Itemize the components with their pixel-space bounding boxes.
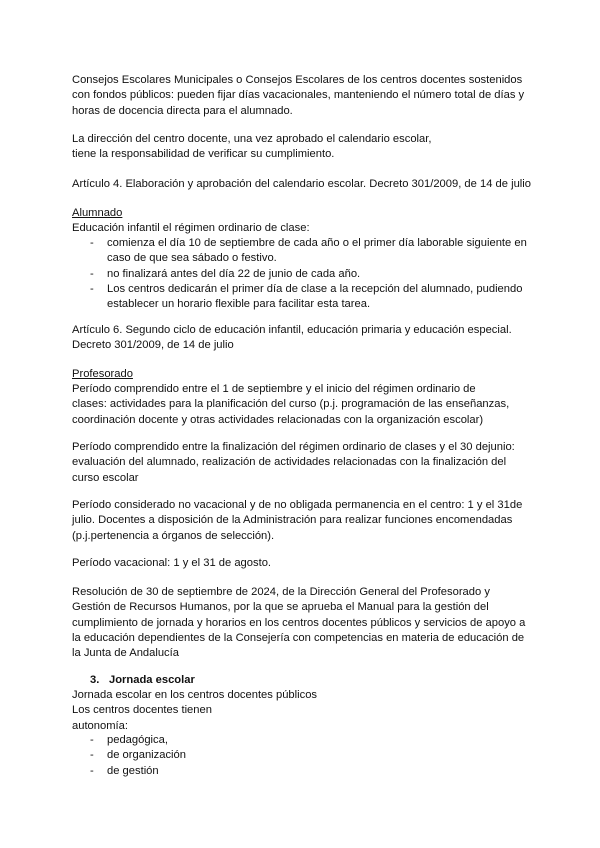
section-heading-jornada-escolar (90, 673, 195, 688)
paragraph-periodo-septiembre: Período comprendido entre el 1 de septiembre y el inicio del régimen ordinario de clases: actividades para la planificación del curso (p.j. programación de las enseñanzas, coordinación docente y otras actividades relacionadas con la organización escolar) (72, 383, 510, 426)
paragraph-periodo-vacacional: Período vacacional: 1 y el 31 de agosto. (72, 557, 272, 569)
section-number: 3. (90, 674, 100, 686)
list-item: - pedagógica, (90, 733, 540, 748)
paragraph-direccion-centro: La dirección del centro docente, una vez aprobado el calendario escolar, tiene la responsabilidad de verificar su cumplimiento. (72, 133, 432, 161)
autonomia-list (90, 733, 540, 779)
paragraph-jornada-escolar: Jornada escolar en los centros docentes públicos Los centros docentes tienen autonomía: (72, 689, 318, 732)
paragraph-resolucion: Resolución de 30 de septiembre de 2024, de la Dirección General del Profesorado y Gestión de Recursos Humanos, por la que se aprueba el Manual para la gestión del cumplimiento de jornada y horarios en los centros docentes públicos y servicios de apoyo a la educación dependientes de la Consejería con competencias en materia de educación de la Junta de Andalucía (72, 586, 526, 660)
list-item: - de organización (90, 748, 540, 763)
section-title-alumnado: Alumnado (72, 207, 123, 219)
list-item: - de gestión (90, 764, 540, 779)
section-title-profesorado: Profesorado (72, 368, 133, 380)
list-item: - comienza el día 10 de septiembre de cada año o el primer día laborable siguiente en caso de que sea sábado o festivo. (90, 236, 540, 267)
section-title: Jornada escolar (109, 674, 195, 686)
list-item: - Los centros dedicarán el primer día de clase a la recepción del alumnado, pudiendo establecer un horario flexible para facilitar esta tarea. (90, 282, 540, 313)
list-item: - no finalizará antes del día 22 de junio de cada año. (90, 267, 540, 282)
paragraph-periodo-junio: Período comprendido entre la finalización del régimen ordinario de clases y el 30 dejunio: evaluación del alumnado, realización de actividades relacionadas con la finalización del curso escolar (72, 441, 515, 484)
paragraph-consejos-escolares: Consejos Escolares Municipales o Consejos Escolares de los centros docentes sostenidos con fondos públicos: pueden fijar días vacacionales, manteniendo el número total de días y horas de docencia directa para el alumnado. (72, 74, 525, 117)
alumnado-list (90, 236, 540, 312)
paragraph-articulo-4: Artículo 4. Elaboración y aprobación del calendario escolar. Decreto 301/2009, de 14 de julio (72, 178, 531, 190)
paragraph-alumnado-intro: Educación infantil el régimen ordinario de clase: (72, 222, 310, 234)
paragraph-periodo-julio: Período considerado no vacacional y de no obligada permanencia en el centro: 1 y el 31de julio. Docentes a disposición de la Administración para realizar funciones encomendadas (p.j.pertenencia a órganos de selección). (72, 499, 523, 542)
paragraph-articulo-6: Artículo 6. Segundo ciclo de educación infantil, educación primaria y educación especial. Decreto 301/2009, de 14 de julio (72, 324, 512, 352)
